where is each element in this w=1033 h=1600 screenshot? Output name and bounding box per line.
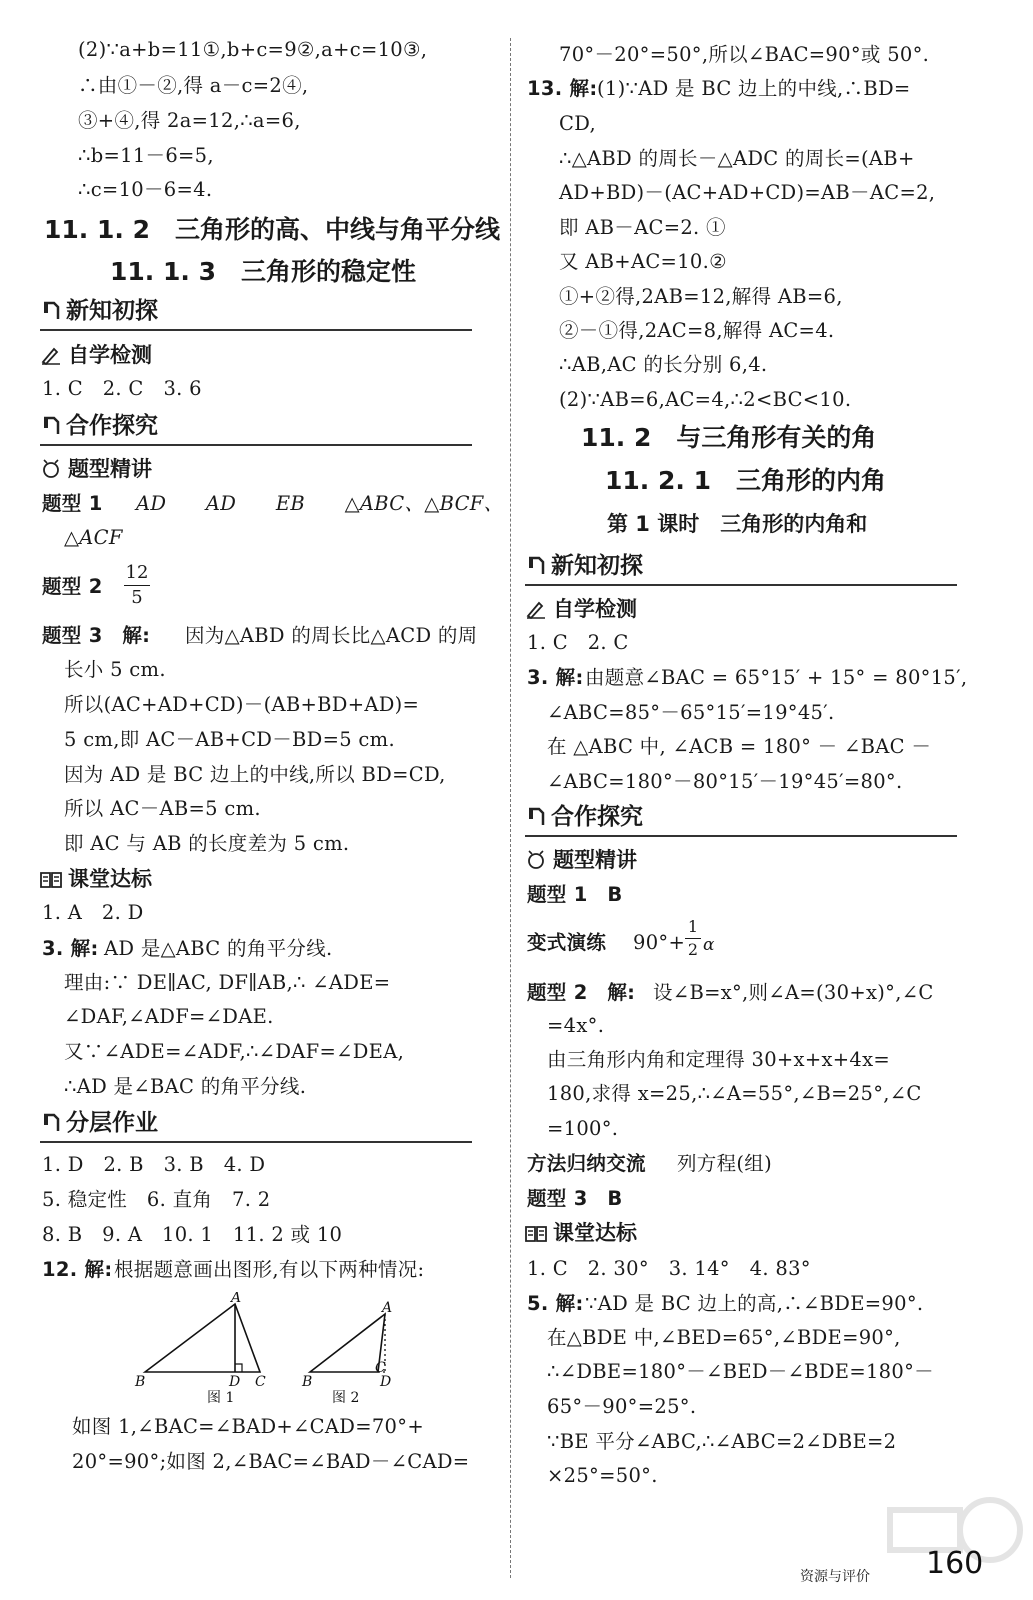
point-label-a: A	[382, 1300, 393, 1316]
text-line: =100°.	[547, 1117, 619, 1140]
section-bar-xinzhi	[525, 550, 957, 586]
question-label: 题型 1	[42, 492, 103, 515]
text-line: ×25°=50°.	[547, 1464, 658, 1487]
bookmark-icon	[42, 301, 60, 321]
question-label: 方法归纳交流	[527, 1152, 646, 1175]
lesson-heading: 第 1 课时 三角形的内角和	[607, 512, 868, 536]
section-bar-fenceng	[40, 1107, 472, 1143]
text-line: ∴由①－②,得 a－c=2④,	[78, 74, 309, 97]
bookmark-icon	[42, 1113, 60, 1133]
fraction-bar	[124, 585, 150, 586]
text-line: 65°－90°=25°.	[547, 1395, 697, 1418]
publisher-name: 资源与评价	[800, 1569, 870, 1585]
pencil-icon	[40, 345, 62, 365]
section-heading: 11. 1. 2 三角形的高、中线与角平分线	[44, 215, 500, 244]
answer-line: 5. 稳定性 6. 直角 7. 2	[42, 1188, 271, 1211]
text-line: 在 △ABC 中, ∠ACB = 180° － ∠BAC －	[547, 735, 932, 758]
text-line: ②－①得,2AC=8,解得 AC=4.	[559, 319, 835, 342]
question-label: 题型 3 解:	[42, 624, 151, 647]
fraction-numerator: 12	[125, 562, 149, 583]
bookmark-icon	[527, 807, 545, 827]
formula-text: α	[703, 935, 715, 955]
section-title: 合作探究	[551, 804, 643, 830]
text-line: ③+④,得 2a=12,∴a=6,	[78, 109, 301, 132]
text-line: ∵BE 平分∠ABC,∴∠ABC=2∠DBE=2	[547, 1430, 897, 1453]
answer-line: 1. D 2. B 3. B 4. D	[42, 1153, 266, 1176]
text-line: ∠DAF,∠ADF=∠DAE.	[64, 1005, 274, 1028]
subsection-title: 题型精讲	[553, 848, 637, 872]
answer-line: 8. B 9. A 10. 1 11. 2 或 10	[42, 1223, 343, 1246]
fraction-bar	[685, 938, 701, 939]
answer-line: 1. C 2. 30° 3. 14° 4. 83°	[527, 1257, 811, 1280]
question-label: 5. 解:	[527, 1292, 584, 1315]
text-line: CD,	[559, 112, 596, 135]
point-label-a: A	[231, 1292, 242, 1306]
text-line: 由题意∠BAC = 65°15′ + 15° = 80°15′,	[585, 666, 968, 689]
answer-text: AD AD EB △ABC、△BCF、	[136, 492, 504, 515]
question-label: 13. 解:	[527, 77, 598, 100]
fraction-numerator: 1	[687, 917, 699, 936]
text-line: 20°=90°;如图 2,∠BAC=∠BAD－∠CAD=	[72, 1450, 470, 1473]
point-label-d: D	[380, 1374, 392, 1390]
text-line: 如图 1,∠BAC=∠BAD+∠CAD=70°+	[72, 1415, 424, 1438]
section-heading: 11. 2. 1 三角形的内角	[605, 466, 886, 495]
text-line: ∠ABC=180°－80°15′－19°45′=80°.	[547, 770, 903, 793]
text-line: ∴b=11－6=5,	[78, 144, 214, 167]
section-bar-hezuo	[525, 801, 957, 837]
subsection-title: 课堂达标	[553, 1221, 637, 1245]
subsection-title: 题型精讲	[68, 457, 152, 481]
watermark-logo	[880, 1490, 1030, 1600]
point-label-c: C	[375, 1360, 386, 1376]
text-line: ∵AD 是 BC 边上的高,∴∠BDE=90°.	[585, 1292, 924, 1315]
section-heading: 11. 2 与三角形有关的角	[581, 423, 877, 452]
text-line: ∴c=10－6=4.	[78, 178, 213, 201]
answer-line: 1. C 2. C 3. 6	[42, 377, 202, 400]
question-label: 12. 解:	[42, 1258, 113, 1281]
subsection-title: 自学检测	[553, 597, 637, 621]
text-line: 所以(AC+AD+CD)－(AB+BD+AD)=	[64, 693, 420, 716]
figure-drawing	[95, 1292, 415, 1412]
text-line: 根据题意画出图形,有以下两种情况:	[114, 1258, 425, 1281]
point-label-c: C	[255, 1374, 266, 1390]
text-line: AD+BD)－(AC+AD+CD)=AB－AC=2,	[559, 181, 936, 204]
text-line: ∴△ABD 的周长－△ADC 的周长=(AB+	[559, 147, 915, 170]
text-line: 即 AB－AC=2. ①	[559, 216, 726, 239]
text-line: 5 cm,即 AC－AB+CD－BD=5 cm.	[64, 728, 395, 751]
text-line: 因为△ABD 的周长比△ACD 的周	[185, 624, 478, 647]
text-line: (2)∵AB=6,AC=4,∴2<BC<10.	[559, 388, 852, 411]
text-line: ①+②得,2AB=12,解得 AB=6,	[559, 285, 843, 308]
formula-text: 90°+	[633, 931, 686, 954]
answer-line: 1. A 2. D	[42, 901, 144, 924]
book-icon	[525, 1223, 547, 1243]
page-number: 160	[926, 1546, 984, 1581]
text-line: ∴AB,AC 的长分别 6,4.	[559, 353, 768, 376]
question-label: 题型 1 B	[527, 883, 623, 906]
text-line: ∠ABC=85°－65°15′=19°45′.	[547, 701, 835, 724]
text-line: 在△BDE 中,∠BED=65°,∠BDE=90°,	[547, 1326, 901, 1349]
text-line: 由三角形内角和定理得 30+x+x+4x=	[547, 1048, 891, 1071]
text-line: 即 AC 与 AB 的长度差为 5 cm.	[64, 832, 350, 855]
text-line: ∴AD 是∠BAC 的角平分线.	[64, 1075, 307, 1098]
section-title: 分层作业	[66, 1110, 158, 1136]
point-label-b: B	[135, 1374, 146, 1390]
subsection-title: 课堂达标	[68, 867, 152, 891]
bookmark-icon	[527, 556, 545, 576]
text-line: AD 是△ABC 的角平分线.	[104, 937, 333, 960]
answer-text: △ACF	[64, 526, 123, 549]
column-divider	[510, 38, 511, 1578]
figure-1	[145, 1304, 260, 1372]
question-label: 变式演练	[527, 931, 607, 954]
text-line: 又 AB+AC=10.②	[559, 250, 727, 273]
section-bar-xinzhi	[40, 295, 472, 331]
bulb-icon	[40, 459, 62, 479]
section-heading: 11. 1. 3 三角形的稳定性	[110, 257, 416, 286]
text-line: 设∠B=x°,则∠A=(30+x)°,∠C	[653, 981, 934, 1004]
pencil-icon	[525, 599, 547, 619]
point-label-d: D	[229, 1374, 241, 1390]
question-label: 题型 3 B	[527, 1187, 623, 1210]
fraction	[124, 562, 150, 609]
bulb-icon	[525, 850, 547, 870]
point-label-b: B	[302, 1374, 313, 1390]
text-line: ∴∠DBE=180°－∠BED－∠BDE=180°－	[547, 1360, 934, 1383]
section-bar-hezuo	[40, 410, 472, 446]
bookmark-icon	[42, 416, 60, 436]
section-title: 新知初探	[551, 553, 643, 579]
section-title: 新知初探	[66, 298, 158, 324]
text-line: 所以 AC－AB=5 cm.	[64, 797, 261, 820]
fraction-denominator: 2	[687, 940, 699, 959]
text-line: 理由:∵ DE∥AC, DF∥AB,∴ ∠ADE=	[64, 971, 391, 994]
answer-line: 1. C 2. C	[527, 631, 629, 654]
book-icon	[40, 869, 62, 889]
question-label: 题型 2	[42, 575, 103, 598]
text-line: (2)∵a+b=11①,b+c=9②,a+c=10③,	[78, 38, 428, 61]
text-line: 180,求得 x=25,∴∠A=55°,∠B=25°,∠C	[547, 1082, 922, 1105]
text-line: (1)∵AD 是 BC 边上的中线,∴BD=	[597, 77, 911, 100]
section-title: 合作探究	[66, 413, 158, 439]
fraction-denominator: 5	[131, 587, 143, 608]
text-line: =4x°.	[547, 1014, 605, 1037]
question-label: 题型 2 解:	[527, 981, 636, 1004]
triangle-figures	[95, 1292, 415, 1416]
figure-caption: 图 2	[332, 1390, 360, 1406]
answer-text: 列方程(组)	[677, 1152, 773, 1175]
question-label: 3. 解:	[42, 937, 99, 960]
text-line: 又∵∠ADE=∠ADF,∴∠DAF=∠DEA,	[64, 1040, 405, 1063]
question-label: 3. 解:	[527, 666, 584, 689]
figure-caption: 图 1	[207, 1390, 235, 1406]
text-line: 因为 AD 是 BC 边上的中线,所以 BD=CD,	[64, 763, 446, 786]
text-line: 长小 5 cm.	[64, 658, 166, 681]
subsection-title: 自学检测	[68, 343, 152, 367]
fraction	[685, 917, 701, 960]
text-line: 70°－20°=50°,所以∠BAC=90°或 50°.	[559, 43, 930, 66]
figure-2	[310, 1314, 385, 1372]
